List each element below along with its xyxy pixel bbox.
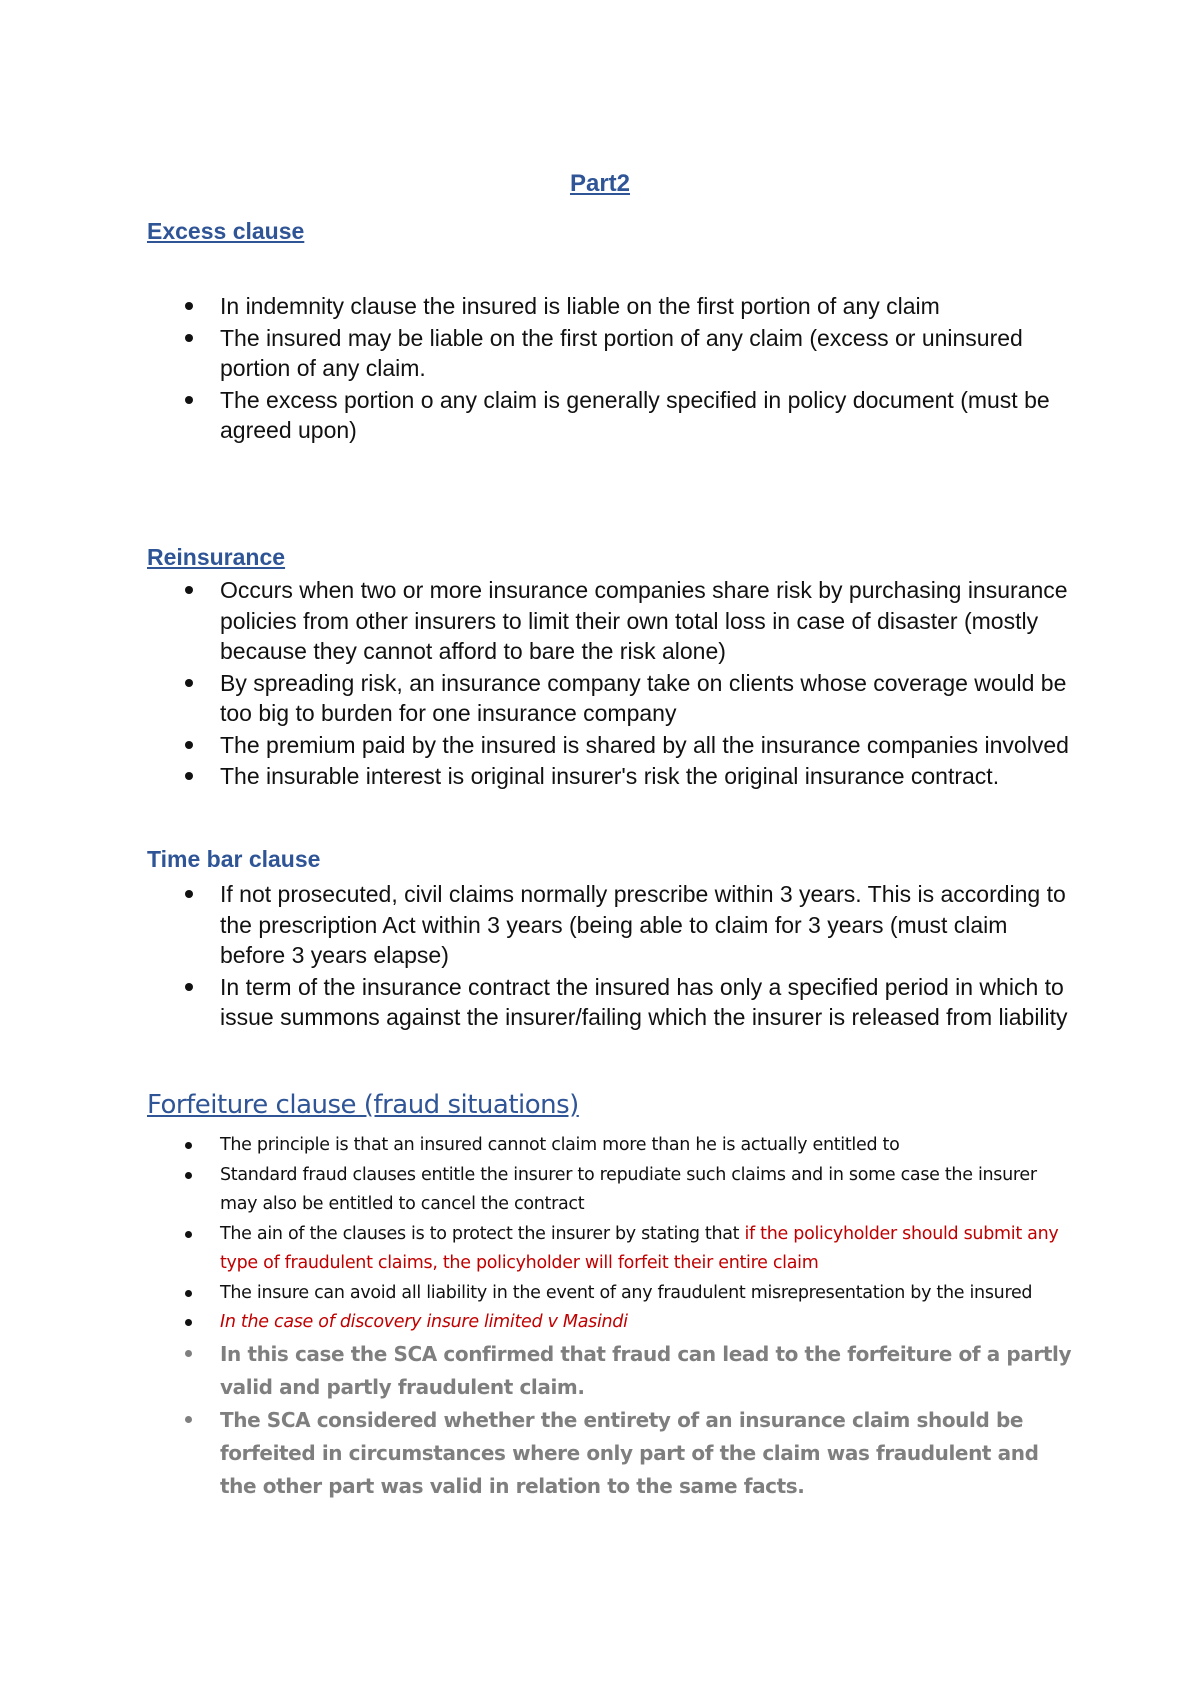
list-item — [147, 1308, 1077, 1338]
list-item: If not prosecuted, civil claims normally prescribe within 3 years. This is according to the prescription Act within 3 years (being able to claim for 3 years (must claim before 3 years elapse) — [147, 879, 1077, 971]
highlighted-text: if the policyholder should submit any type of fraudulent claims, the policyholder will forfeit their entire claim — [220, 1223, 1059, 1273]
list-item: The premium paid by the insured is shared by all the insurance companies involved — [147, 730, 1077, 761]
bullet-icon — [185, 334, 193, 342]
list-item: The insure can avoid all liability in the event of any fraudulent misrepresentation by the insured — [147, 1279, 1077, 1309]
bullet-icon — [185, 396, 193, 404]
bullet-icon — [185, 890, 193, 898]
bullet-icon — [185, 1319, 192, 1326]
time-bar-clause-list — [147, 879, 1077, 1034]
case-citation: In the case of discovery insure limited v Masindi — [220, 1312, 628, 1332]
list-item: By spreading risk, an insurance company take on clients whose coverage would be too big to burden for one insurance company — [147, 668, 1077, 729]
list-item: Standard fraud clauses entitle the insurer to repudiate such claims and in some case the insurer may also be entitled to cancel the contract — [147, 1161, 1077, 1220]
forfeiture-clause-heading: Forfeiture clause (fraud situations) — [147, 1090, 579, 1120]
bullet-icon — [185, 741, 193, 749]
list-item: The SCA considered whether the entirety of an insurance claim should be forfeited in circumstances where only part of the claim was fraudulent and the other part was valid in relation to the same facts. — [147, 1404, 1077, 1503]
bullet-icon — [185, 1231, 192, 1238]
bullet-icon — [185, 1290, 192, 1297]
list-item: Occurs when two or more insurance companies share risk by purchasing insurance policies from other insurers to limit their own total loss in case of disaster (mostly because they cannot afford to bare the risk alone) — [147, 575, 1077, 667]
list-item: The insured may be liable on the first portion of any claim (excess or uninsured portion of any claim. — [147, 323, 1077, 384]
list-item: In indemnity clause the insured is liable on the first portion of any claim — [147, 291, 1077, 322]
reinsurance-list — [147, 575, 1077, 793]
list-item: The insurable interest is original insurer's risk the original insurance contract. — [147, 761, 1077, 792]
bullet-icon — [185, 302, 193, 310]
excess-clause-list — [147, 291, 1077, 447]
bullet-icon — [185, 1416, 192, 1423]
list-item: In term of the insurance contract the insured has only a specified period in which to issue summons against the insurer/failing which the insurer is released from liability — [147, 972, 1077, 1033]
list-item: The principle is that an insured cannot claim more than he is actually entitled to — [147, 1131, 1077, 1161]
bullet-icon — [185, 679, 193, 687]
reinsurance-heading: Reinsurance — [147, 544, 286, 570]
excess-clause-heading: Excess clause — [147, 218, 305, 244]
forfeiture-clause-list — [147, 1131, 1077, 1503]
time-bar-clause-heading: Time bar clause — [147, 846, 321, 872]
list-item: The excess portion o any claim is generally specified in policy document (must be agreed upon) — [147, 385, 1077, 446]
list-item: In this case the SCA confirmed that fraud can lead to the forfeiture of a partly valid and partly fraudulent claim. — [147, 1338, 1077, 1404]
bullet-icon — [185, 772, 193, 780]
bullet-icon — [185, 1172, 192, 1179]
bullet-icon — [185, 1142, 192, 1149]
list-item: The ain of the clauses is to protect the insurer by stating that if the policyholder should submit any type of fraudulent claims, the policyholder will forfeit their entire claim — [147, 1220, 1077, 1279]
bullet-icon — [185, 586, 193, 594]
bullet-icon — [185, 1350, 192, 1357]
bullet-icon — [185, 983, 193, 991]
page-title: Part2 — [569, 170, 631, 197]
